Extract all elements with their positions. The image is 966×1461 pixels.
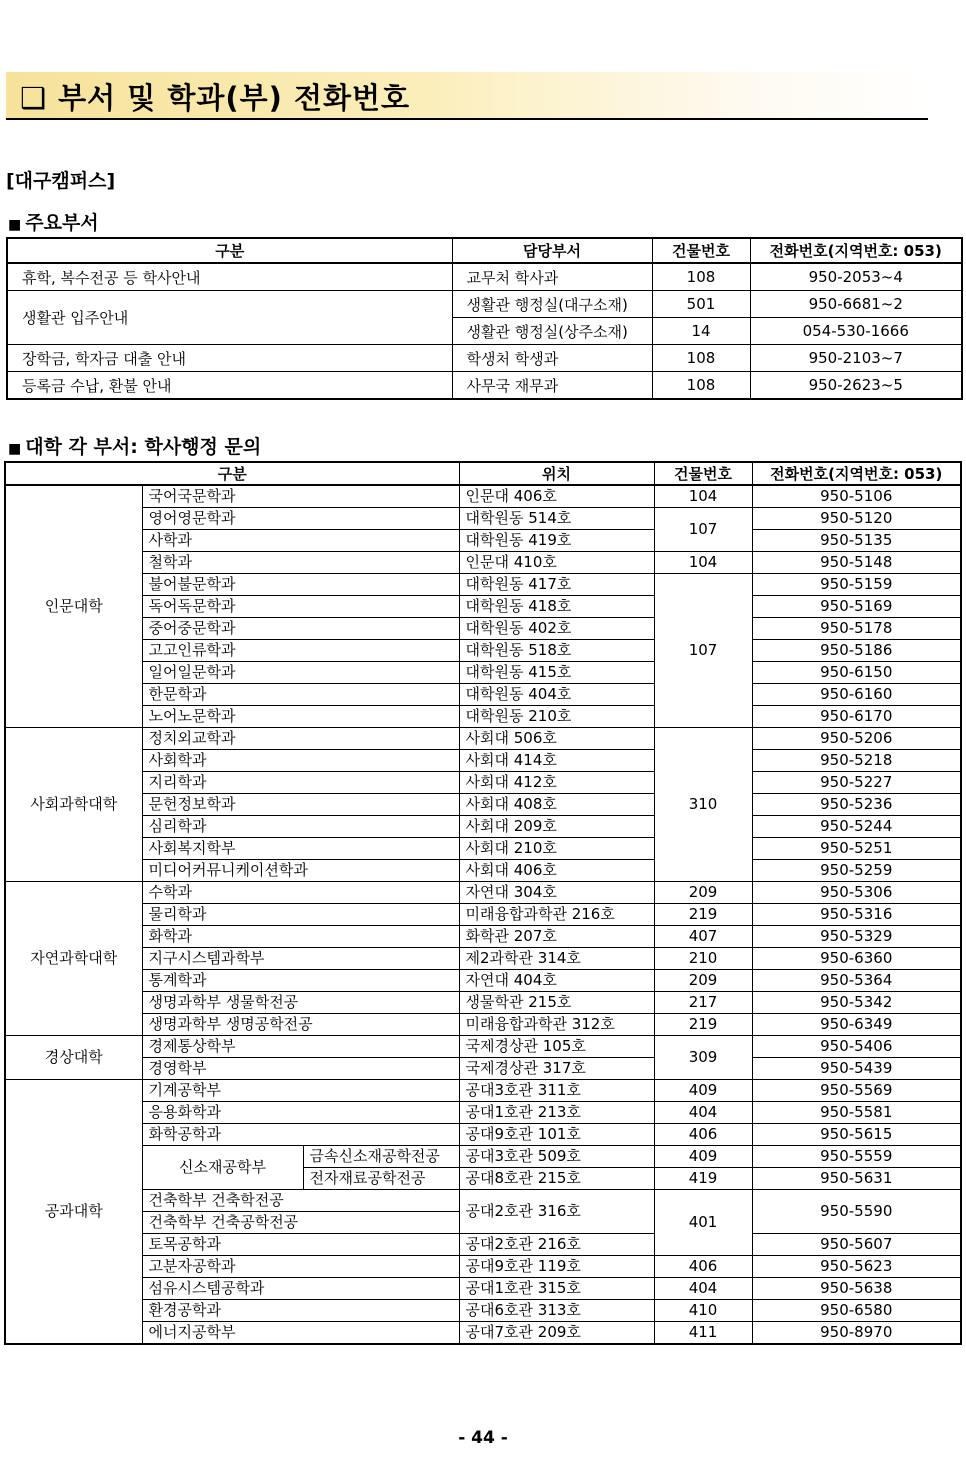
table-row [5,1014,961,1036]
dept-location: 대학원동 419호 [459,530,654,552]
dept-building: 409 [654,1146,752,1168]
row-department: 사무국 재무과 [452,372,652,400]
row-category: 휴학, 복수전공 등 학사안내 [7,263,452,291]
row-phone: 054-530-1666 [750,318,962,345]
page-number: - 44 - [458,1428,508,1448]
table-row [5,728,961,750]
dept-location: 생물학관 215호 [459,992,654,1014]
dept-location: 국제경상관 105호 [459,1036,654,1058]
table-row [5,970,961,992]
table-row [5,640,961,662]
dept-name: 생명과학부 생물학전공 [142,992,459,1014]
header-category: 구분 [5,462,459,485]
dept-location: 공대7호관 209호 [459,1322,654,1345]
dept-location: 사회대 210호 [459,838,654,860]
header-phone: 전화번호(지역번호: 053) [752,462,961,485]
dept-name: 전자재료공학전공 [303,1168,459,1190]
table-row [5,574,961,596]
table-row [5,618,961,640]
dept-phone: 950-5135 [752,530,961,552]
dept-phone: 950-6160 [752,684,961,706]
dept-name: 건축학부 건축공학전공 [142,1212,459,1234]
campus-heading: [대구캠퍼스] [6,170,116,192]
dept-name: 환경공학과 [142,1300,459,1322]
dept-name: 수학과 [142,882,459,904]
dept-location: 공대2호관 316호 [459,1190,654,1234]
dept-location: 사회대 408호 [459,794,654,816]
table-row [5,882,961,904]
page-title: ❑ 부서 및 학과(부) 전화번호 [20,81,411,115]
table-row [5,948,961,970]
dept-name: 독어독문학과 [142,596,459,618]
table-row [7,345,962,372]
dept-name: 정치외교학과 [142,728,459,750]
dept-phone: 950-5186 [752,640,961,662]
dept-name: 사회학과 [142,750,459,772]
dept-phone: 950-5148 [752,552,961,574]
dept-building: 219 [654,1014,752,1036]
dept-phone: 950-5218 [752,750,961,772]
dept-section-label: 대학 각 부서: 학사행정 문의 [25,436,262,458]
dept-name: 기계공학부 [142,1080,459,1102]
dept-phone: 950-5329 [752,926,961,948]
table-row [5,992,961,1014]
row-phone: 950-2623~5 [750,372,962,400]
dept-name: 사회복지학부 [142,838,459,860]
college-name: 공과대학 [5,1080,142,1345]
table-row [5,1058,961,1080]
main-section-heading [8,208,99,235]
table-row [5,684,961,706]
dept-name: 문헌정보학과 [142,794,459,816]
dept-name: 경제통상학부 [142,1036,459,1058]
dept-building: 309 [654,1036,752,1080]
dept-phone: 950-5581 [752,1102,961,1124]
dept-location: 대학원동 404호 [459,684,654,706]
dept-section-heading [8,432,261,459]
table-row [5,816,961,838]
dept-name: 에너지공학부 [142,1322,459,1345]
dept-building: 210 [654,948,752,970]
dept-name: 중어중문학과 [142,618,459,640]
dept-phone: 950-8970 [752,1322,961,1345]
dept-building: 104 [654,485,752,508]
main-section-label: 주요부서 [25,212,99,234]
dept-location: 대학원동 415호 [459,662,654,684]
dept-name: 영어영문학과 [142,508,459,530]
dept-name: 심리학과 [142,816,459,838]
table-row [5,530,961,552]
dept-name: 사학과 [142,530,459,552]
dept-building: 407 [654,926,752,948]
dept-name: 경영학부 [142,1058,459,1080]
college-name: 인문대학 [5,485,142,728]
dept-building: 104 [654,552,752,574]
dept-building: 419 [654,1168,752,1190]
dept-location: 대학원동 514호 [459,508,654,530]
dept-phone: 950-5306 [752,882,961,904]
dept-name: 국어국문학과 [142,485,459,508]
table-row [5,1300,961,1322]
dept-location: 공대9호관 119호 [459,1256,654,1278]
dept-phone: 950-5406 [752,1036,961,1058]
dept-name: 토목공학과 [142,1234,459,1256]
dept-building: 404 [654,1278,752,1300]
dept-phone: 950-5607 [752,1234,961,1256]
dept-name: 한문학과 [142,684,459,706]
dept-phone: 950-5569 [752,1080,961,1102]
dept-location: 대학원동 418호 [459,596,654,618]
dept-building: 410 [654,1300,752,1322]
dept-building: 401 [654,1190,752,1256]
dept-name: 응용화학과 [142,1102,459,1124]
dept-phone: 950-5251 [752,838,961,860]
dept-location: 사회대 406호 [459,860,654,882]
college-name: 자연과학대학 [5,882,142,1036]
dept-name: 화학과 [142,926,459,948]
dept-location: 공대1호관 213호 [459,1102,654,1124]
dept-location: 공대1호관 315호 [459,1278,654,1300]
dept-location: 인문대 406호 [459,485,654,508]
dept-name: 화학공학과 [142,1124,459,1146]
dept-phone: 950-5638 [752,1278,961,1300]
dept-building: 406 [654,1124,752,1146]
row-category: 생활관 입주안내 [7,291,452,345]
row-building: 108 [652,345,750,372]
dept-name: 철학과 [142,552,459,574]
dept-phone: 950-5631 [752,1168,961,1190]
dept-name: 고분자공학과 [142,1256,459,1278]
dept-building: 217 [654,992,752,1014]
table-row [5,1190,961,1212]
dept-name: 금속신소재공학전공 [303,1146,459,1168]
dept-location: 공대2호관 216호 [459,1234,654,1256]
dept-location: 사회대 412호 [459,772,654,794]
table-row [7,372,962,400]
dept-phone: 950-5316 [752,904,961,926]
dept-phone: 950-5439 [752,1058,961,1080]
dept-location: 공대8호관 215호 [459,1168,654,1190]
dept-location: 사회대 414호 [459,750,654,772]
table-row [5,1256,961,1278]
college-name: 사회과학대학 [5,728,142,882]
dept-phone: 950-6150 [752,662,961,684]
dept-location: 대학원동 402호 [459,618,654,640]
table-row [5,1278,961,1300]
table-row [5,596,961,618]
dept-name: 노어노문학과 [142,706,459,728]
dept-location: 국제경상관 317호 [459,1058,654,1080]
table-row [5,838,961,860]
dept-building: 209 [654,882,752,904]
dept-building: 107 [654,508,752,552]
dept-location: 대학원동 518호 [459,640,654,662]
main-departments-table [6,237,963,400]
dept-location: 사회대 506호 [459,728,654,750]
dept-name: 불어불문학과 [142,574,459,596]
dept-phone: 950-5206 [752,728,961,750]
dept-name: 지리학과 [142,772,459,794]
dept-location: 공대3호관 311호 [459,1080,654,1102]
dept-name: 섬유시스템공학과 [142,1278,459,1300]
row-phone: 950-6681~2 [750,291,962,318]
table-row [5,772,961,794]
table-row [5,1146,961,1168]
dept-building: 219 [654,904,752,926]
bullet-square-icon: ■ [8,441,22,457]
college-departments-table [4,461,962,1345]
table-row [7,263,962,291]
table-row [5,552,961,574]
dept-building: 411 [654,1322,752,1345]
table-row [5,1036,961,1058]
table-row [5,485,961,508]
dept-building: 406 [654,1256,752,1278]
table-row [5,904,961,926]
dept-building: 310 [654,728,752,882]
table-row [5,1080,961,1102]
dept-building: 404 [654,1102,752,1124]
row-building: 501 [652,291,750,318]
dept-building: 209 [654,970,752,992]
row-phone: 950-2103~7 [750,345,962,372]
dept-location: 자연대 304호 [459,882,654,904]
dept-phone: 950-5623 [752,1256,961,1278]
table-row [5,860,961,882]
dept-phone: 950-5590 [752,1190,961,1234]
dept-location: 화학관 207호 [459,926,654,948]
dept-phone: 950-5244 [752,816,961,838]
dept-group-name: 신소재공학부 [142,1146,303,1190]
dept-phone: 950-5169 [752,596,961,618]
dept-location: 대학원동 210호 [459,706,654,728]
dept-location: 대학원동 417호 [459,574,654,596]
dept-name: 고고인류학과 [142,640,459,662]
dept-name: 물리학과 [142,904,459,926]
college-name: 경상대학 [5,1036,142,1080]
table-row [7,291,962,318]
table-row [5,794,961,816]
dept-building: 107 [654,574,752,728]
table-header-row [7,238,962,263]
header-building: 건물번호 [654,462,752,485]
table-row [5,1124,961,1146]
row-category: 등록금 수납, 환불 안내 [7,372,452,400]
table-row [5,1322,961,1345]
dept-phone: 950-5559 [752,1146,961,1168]
header-category: 구분 [7,238,452,263]
dept-phone: 950-5342 [752,992,961,1014]
page-title-bar [6,72,928,120]
dept-phone: 950-5259 [752,860,961,882]
dept-phone: 950-6170 [752,706,961,728]
dept-location: 자연대 404호 [459,970,654,992]
dept-name: 지구시스템과학부 [142,948,459,970]
dept-location: 사회대 209호 [459,816,654,838]
dept-phone: 950-5364 [752,970,961,992]
row-building: 108 [652,263,750,291]
bullet-square-icon: ■ [8,217,22,233]
table-row [5,662,961,684]
dept-phone: 950-6360 [752,948,961,970]
dept-phone: 950-5236 [752,794,961,816]
table-row [5,750,961,772]
row-department: 생활관 행정실(대구소재) [452,291,652,318]
table-row [5,706,961,728]
dept-name: 미디어커뮤니케이션학과 [142,860,459,882]
dept-name: 일어일문학과 [142,662,459,684]
table-header-row [5,462,961,485]
dept-phone: 950-5106 [752,485,961,508]
dept-location: 미래융합과학관 312호 [459,1014,654,1036]
table-row [5,1102,961,1124]
row-department: 교무처 학사과 [452,263,652,291]
dept-phone: 950-5159 [752,574,961,596]
table-row [5,1234,961,1256]
dept-phone: 950-5178 [752,618,961,640]
dept-location: 공대9호관 101호 [459,1124,654,1146]
header-department: 담당부서 [452,238,652,263]
dept-location: 공대3호관 509호 [459,1146,654,1168]
dept-location: 제2과학관 314호 [459,948,654,970]
dept-name: 건축학부 건축학전공 [142,1190,459,1212]
header-location: 위치 [459,462,654,485]
dept-phone: 950-5120 [752,508,961,530]
table-row [5,926,961,948]
row-department: 생활관 행정실(상주소재) [452,318,652,345]
dept-phone: 950-6580 [752,1300,961,1322]
dept-location: 공대6호관 313호 [459,1300,654,1322]
dept-location: 미래융합과학관 216호 [459,904,654,926]
dept-location: 인문대 410호 [459,552,654,574]
row-building: 14 [652,318,750,345]
dept-name: 생명과학부 생명공학전공 [142,1014,459,1036]
table-row [5,508,961,530]
dept-phone: 950-6349 [752,1014,961,1036]
dept-building: 409 [654,1080,752,1102]
row-department: 학생처 학생과 [452,345,652,372]
header-building: 건물번호 [652,238,750,263]
dept-phone: 950-5227 [752,772,961,794]
row-category: 장학금, 학자금 대출 안내 [7,345,452,372]
row-building: 108 [652,372,750,400]
header-phone: 전화번호(지역번호: 053) [750,238,962,263]
row-phone: 950-2053~4 [750,263,962,291]
dept-phone: 950-5615 [752,1124,961,1146]
dept-name: 통계학과 [142,970,459,992]
